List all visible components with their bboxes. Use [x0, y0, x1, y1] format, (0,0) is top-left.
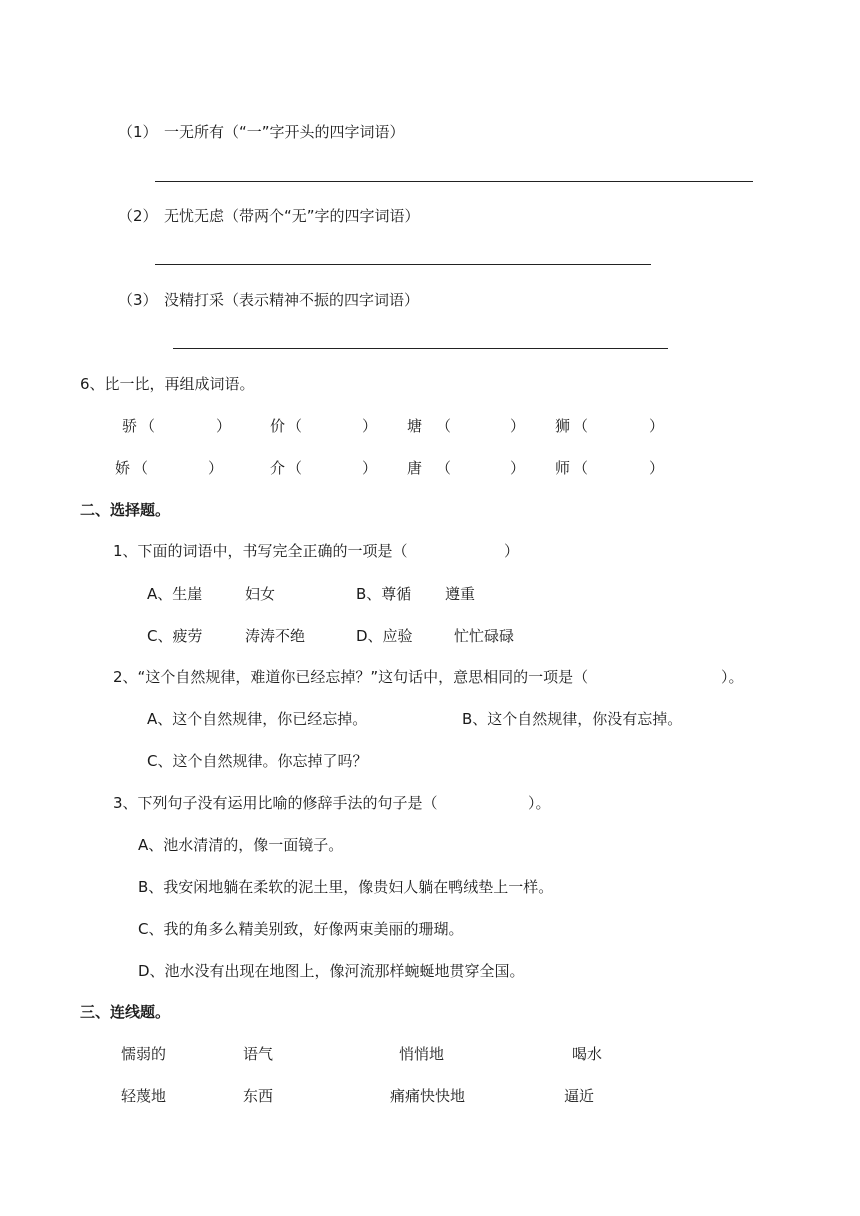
paren-open: （: [133, 459, 149, 477]
question-stem: 3、下列句子没有运用比喻的修辞手法的句子是（: [113, 794, 438, 812]
question-title: 6、比一比，再组成词语。: [80, 375, 255, 393]
paren-open: （: [287, 417, 303, 435]
match-word: 东西: [243, 1087, 274, 1105]
paren-close: ）: [216, 417, 232, 435]
paren-open: （: [287, 459, 303, 477]
paren-close: ）: [649, 459, 665, 477]
option-b: B、这个自然规律，你没有忘掉。: [462, 710, 683, 728]
char: 介: [270, 459, 286, 477]
option-a: A、池水清清的，像一面镜子。: [138, 836, 344, 854]
char: 塘: [407, 417, 423, 435]
section-heading: 二、选择题。: [80, 501, 171, 519]
paren-close: ）: [649, 417, 665, 435]
paren-open: （: [573, 417, 589, 435]
paren-close: ）: [504, 542, 520, 560]
char: 价: [270, 417, 286, 435]
paren-open: （: [436, 459, 452, 477]
answer-line: [155, 264, 651, 265]
paren-close: ）。: [721, 668, 744, 686]
item-text: 没精打采（表示精神不振的四字词语）: [164, 291, 420, 309]
paren-close: ）: [510, 459, 526, 477]
option-c: C、我的角多么精美别致，好像两束美丽的珊瑚。: [138, 920, 464, 938]
match-word: 痛痛快快地: [390, 1087, 466, 1105]
option-d: D、池水没有出现在地图上，像河流那样蜿蜒地贯穿全国。: [138, 962, 525, 980]
option-c-word: 涛涛不绝: [245, 627, 306, 645]
match-word: 悄悄地: [399, 1045, 445, 1063]
question-stem: 1、下面的词语中，书写完全正确的一项是（: [113, 542, 408, 560]
option-a: A、生崖: [147, 585, 203, 603]
item-text: 无忧无虑（带两个“无”字的四字词语）: [164, 207, 420, 225]
match-word: 语气: [243, 1045, 274, 1063]
option-a: A、这个自然规律，你已经忘掉。: [147, 710, 368, 728]
paren-close: ）: [362, 417, 378, 435]
item-number: （1）: [118, 123, 158, 141]
paren-open: （: [436, 417, 452, 435]
paren-close: ）: [510, 417, 526, 435]
match-word: 轻蔑地: [121, 1087, 167, 1105]
paren-close: ）。: [528, 794, 551, 812]
item-text: 一无所有（“一”字开头的四字词语）: [164, 123, 405, 141]
match-word: 懦弱的: [121, 1045, 167, 1063]
char: 师: [555, 459, 571, 477]
section-heading: 三、连线题。: [80, 1003, 171, 1021]
answer-line: [155, 181, 753, 182]
char: 狮: [555, 417, 571, 435]
item-number: （2）: [118, 207, 158, 225]
char: 骄: [122, 417, 138, 435]
char: 唐: [407, 459, 423, 477]
answer-line: [173, 348, 668, 349]
paren-close: ）: [362, 459, 378, 477]
option-d-word: 忙忙碌碌: [454, 627, 515, 645]
item-number: （3）: [118, 291, 158, 309]
option-c: C、这个自然规律。你忘掉了吗？: [147, 752, 368, 770]
paren-close: ）: [208, 459, 224, 477]
option-b-word: 遵重: [445, 585, 476, 603]
match-word: 逼近: [564, 1087, 595, 1105]
option-a-word: 妇女: [245, 585, 276, 603]
option-b: B、我安闲地躺在柔软的泥土里，像贵妇人躺在鸭绒垫上一样。: [138, 878, 554, 896]
paren-open: （: [573, 459, 589, 477]
paren-open: （: [140, 417, 156, 435]
match-word: 喝水: [572, 1045, 603, 1063]
char: 娇: [115, 459, 131, 477]
question-stem: 2、“这个自然规律，难道你已经忘掉？”这句话中，意思相同的一项是（: [113, 668, 589, 686]
option-b: B、尊循: [356, 585, 412, 603]
option-d: D、应验: [356, 627, 413, 645]
option-c: C、疲劳: [147, 627, 203, 645]
